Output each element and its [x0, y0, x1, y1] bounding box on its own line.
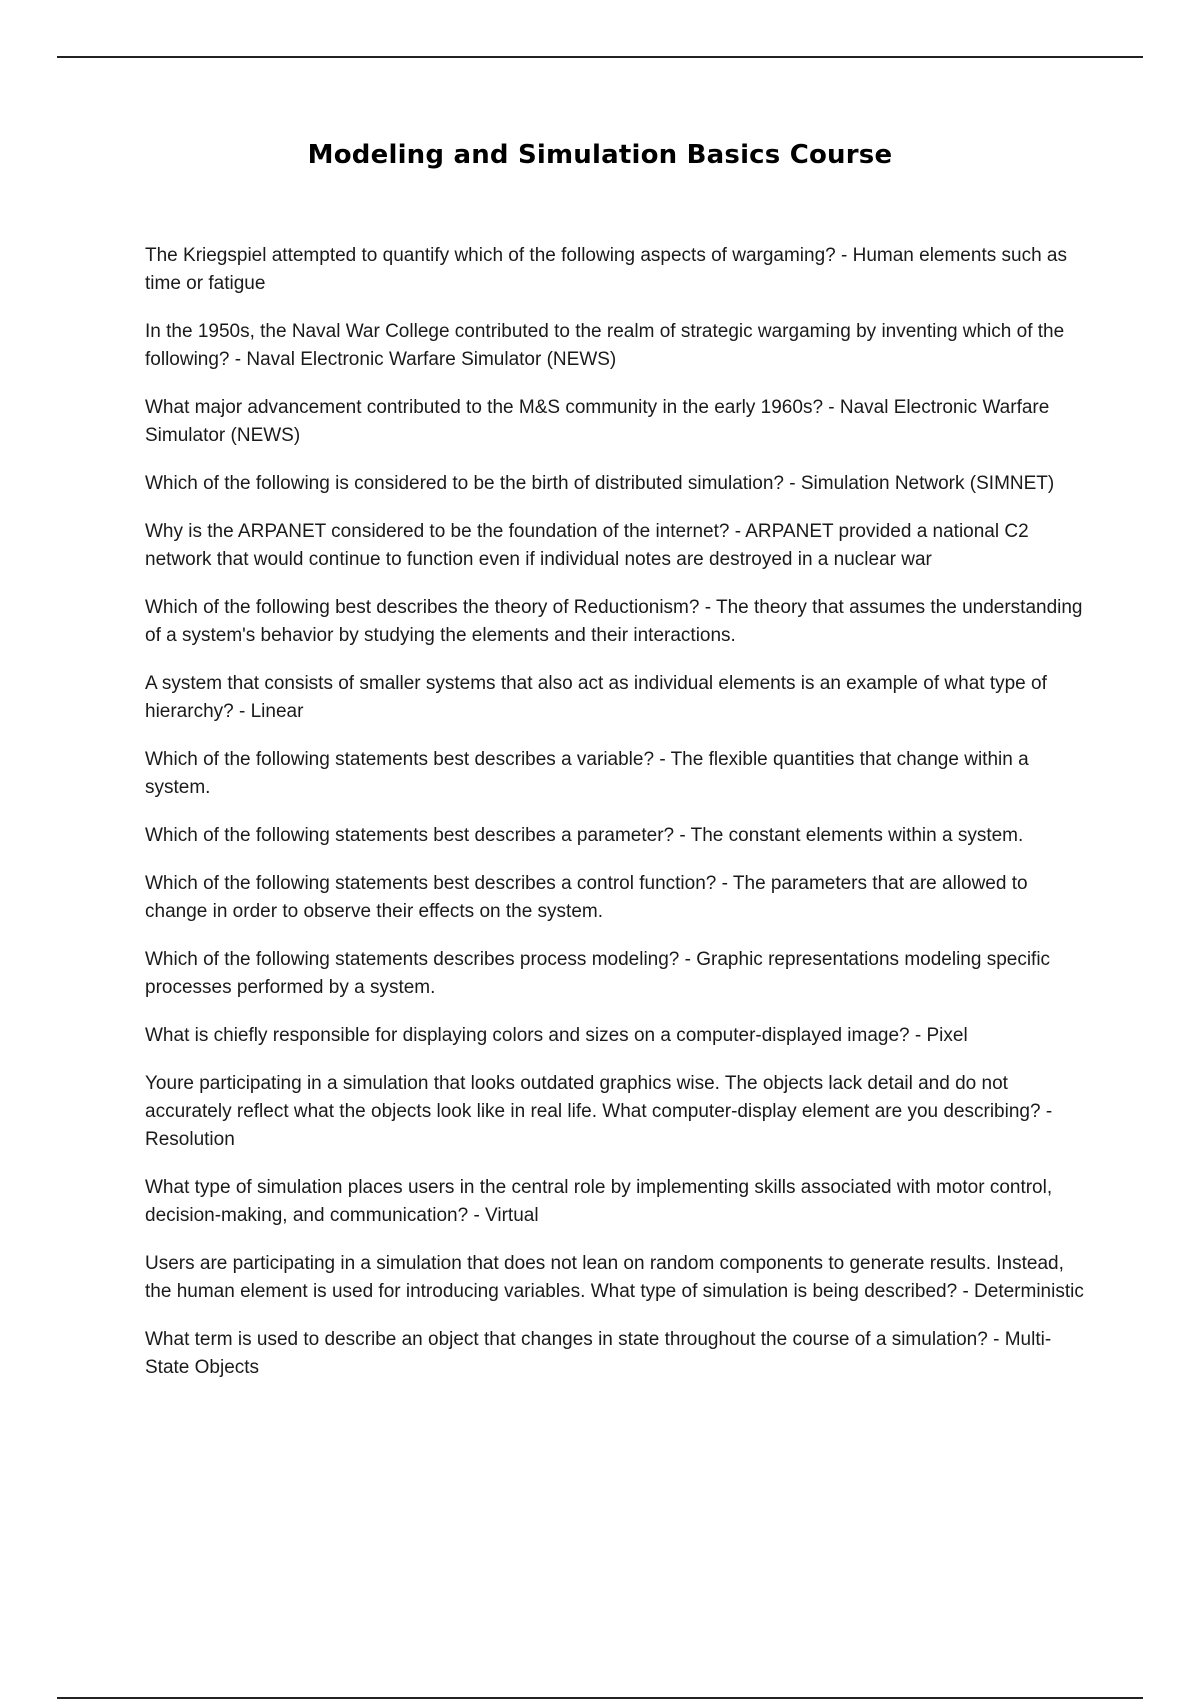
qa-item: Which of the following statements best describes a parameter? - The constant elements within a system. [145, 825, 1024, 846]
qa-item: The Kriegspiel attempted to quantify which of the following aspects of wargaming? - Human elements such as time or fatigue [145, 245, 1067, 294]
qa-item: Which of the following statements best describes a control function? - The parameters that are allowed to change in order to observe their effects on the system. [145, 873, 1028, 922]
top-divider [57, 56, 1143, 58]
page-title: Modeling and Simulation Basics Course [307, 140, 893, 170]
qa-item: Which of the following statements best describes a variable? - The flexible quantities that change within a system. [145, 749, 1029, 798]
qa-item: Which of the following statements describes process modeling? - Graphic representations modeling specific processes performed by a system. [145, 949, 1051, 998]
qa-item: What major advancement contributed to the M&S community in the early 1960s? - Naval Electronic Warfare Simulator (NEWS) [145, 397, 1050, 446]
qa-item: What term is used to describe an object that changes in state throughout the course of a simulation? - Multi-State Objects [145, 1329, 1052, 1378]
qa-item: Why is the ARPANET considered to be the foundation of the internet? - ARPANET provided a national C2 network that would continue to function even if individual notes are destroyed in a nuclear war [145, 521, 1029, 570]
qa-item: Users are participating in a simulation that does not lean on random components to generate results. Instead, the human element is used for introducing variables. What type of simulation is being described? - Deterministic [145, 1253, 1084, 1302]
bottom-divider [57, 1697, 1143, 1699]
qa-item: Which of the following is considered to be the birth of distributed simulation? - Simulation Network (SIMNET) [145, 473, 1055, 494]
qa-item: A system that consists of smaller systems that also act as individual elements is an example of what type of hierarchy? - Linear [145, 673, 1047, 722]
qa-item: In the 1950s, the Naval War College contributed to the realm of strategic wargaming by inventing which of the following? - Naval Electronic Warfare Simulator (NEWS) [145, 321, 1065, 370]
qa-list [145, 242, 1090, 1402]
qa-item: Youre participating in a simulation that looks outdated graphics wise. The objects lack detail and do not accurately reflect what the objects look like in real life. What computer-display element are you describing? - Resolution [145, 1073, 1053, 1150]
qa-item: Which of the following best describes the theory of Reductionism? - The theory that assumes the understanding of a system's behavior by studying the elements and their interactions. [145, 597, 1083, 646]
qa-item: What is chiefly responsible for displaying colors and sizes on a computer-displayed image? - Pixel [145, 1025, 968, 1046]
qa-item: What type of simulation places users in the central role by implementing skills associated with motor control, decision-making, and communication? - Virtual [145, 1177, 1053, 1226]
